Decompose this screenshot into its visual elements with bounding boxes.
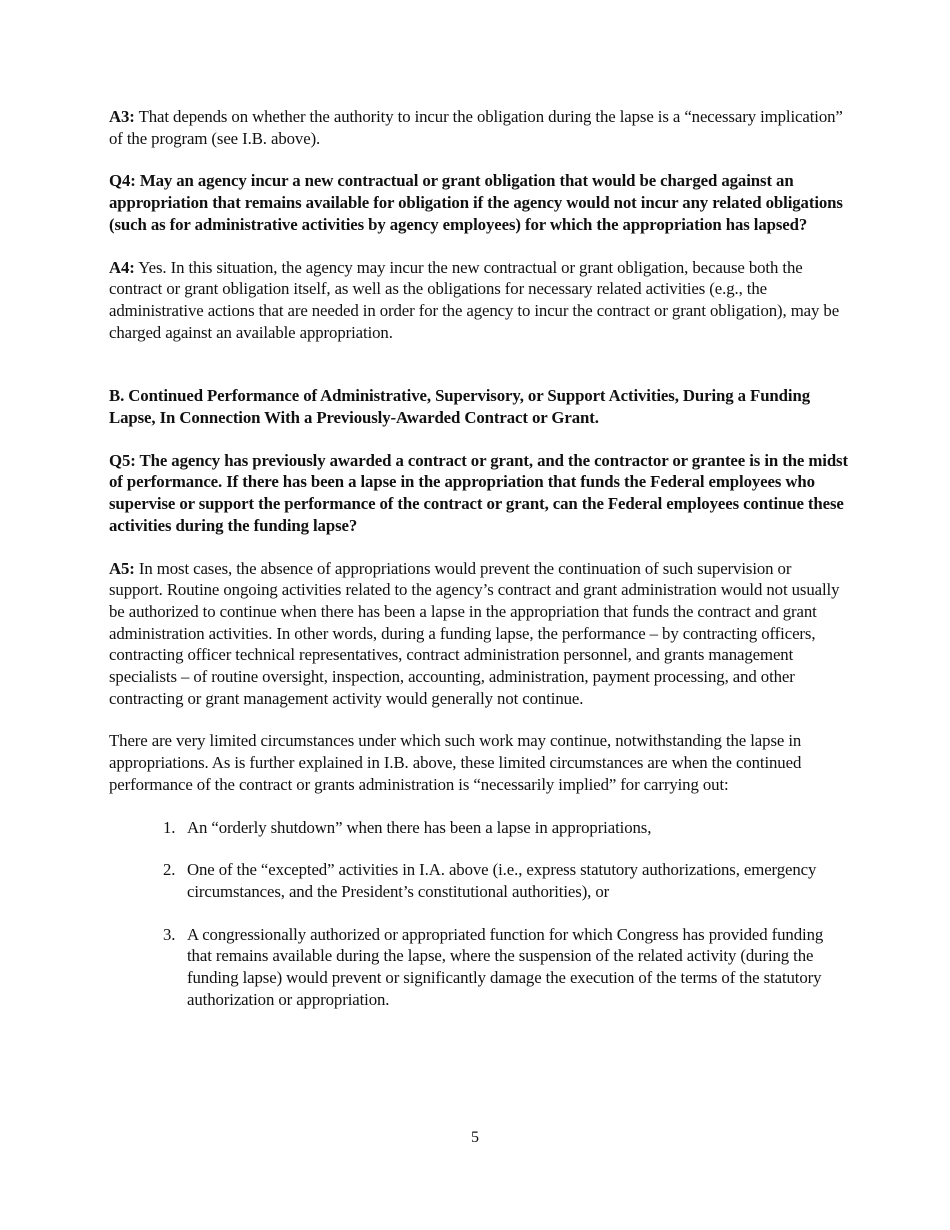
question-q5-text: The agency has previously awarded a contract or grant, and the contractor or grantee is in the midst of performance. If there has been a lapse in the appropriation that funds the Federal employees who supervise or support the performance of the contract or grant, can the Federal employees continue these activities during the funding lapse?	[109, 450, 848, 535]
circumstances-list	[163, 817, 849, 1011]
question-q4	[109, 170, 849, 235]
question-q4-label: Q4:	[109, 171, 136, 191]
list-item-number: 3.	[163, 924, 176, 944]
question-q5-label: Q5:	[109, 450, 136, 470]
answer-a5-text: In most cases, the absence of appropriations would prevent the continuation of such supervision or support. Routine ongoing activities related to the agency’s contract and grant administration would not usually be authorized to continue when there has been a lapse in the appropriation that funds the contract and grant administration activities. In other words, during a funding lapse, the performance – by contracting officers, contracting officer technical representatives, contract administration personnel, and grants management specialists – of routine oversight, inspection, accounting, administration, payment processing, and other contracting or grant management activity would generally not continue.	[109, 558, 840, 708]
answer-a5-label: A5:	[109, 558, 135, 578]
list-item-text: An “orderly shutdown” when there has been a lapse in appropriations,	[187, 817, 652, 837]
list-item	[163, 859, 849, 902]
list-item	[163, 924, 849, 1011]
list-item-text: One of the “excepted” activities in I.A. above (i.e., express statutory authorizations, emergency circumstances, and the President’s constitutional authorities), or	[187, 860, 817, 901]
answer-a3	[109, 106, 849, 149]
answer-a3-text: That depends on whether the authority to incur the obligation during the lapse is a “necessary implication” of the program (see I.B. above).	[109, 107, 843, 148]
list-item	[163, 817, 849, 839]
question-q5	[109, 450, 849, 537]
question-q4-text: May an agency incur a new contractual or grant obligation that would be charged against an appropriation that remains available for obligation if the agency would not incur any related obligations (such as for administrative activities by agency employees) for which the appropriation has lapsed?	[109, 171, 843, 234]
list-item-number: 2.	[163, 860, 176, 880]
section-b-heading: B. Continued Performance of Administrative, Supervisory, or Support Activities, During a Funding Lapse, In Connection With a Previously-Awarded Contract or Grant.	[109, 386, 810, 428]
page-number: 5	[471, 1129, 479, 1146]
answer-a4	[109, 257, 849, 344]
limited-circumstances-paragraph: There are very limited circumstances under which such work may continue, notwithstanding the lapse in appropriations. As is further explained in I.B. above, these limited circumstances are when the continued performance of the contract or grants administration is “necessarily implied” for carrying out:	[109, 731, 802, 794]
answer-a4-label: A4:	[109, 257, 135, 277]
answer-a4-text: Yes. In this situation, the agency may incur the new contractual or grant obligation, because both the contract or grant obligation itself, as well as the obligations for necessary related activities (e.g., the administrative actions that are needed in order for the agency to incur the contract or grant obligation), may be charged against an available appropriation.	[109, 257, 840, 342]
page-content	[109, 106, 849, 1011]
list-item-number: 1.	[163, 817, 176, 837]
list-item-text: A congressionally authorized or appropriated function for which Congress has provided funding that remains available during the lapse, where the suspension of the related activity (during the funding lapse) would prevent or significantly damage the execution of the terms of the statutory authorization or appropriation.	[187, 924, 824, 1009]
answer-a5	[109, 558, 849, 710]
answer-a3-label: A3:	[109, 107, 135, 126]
